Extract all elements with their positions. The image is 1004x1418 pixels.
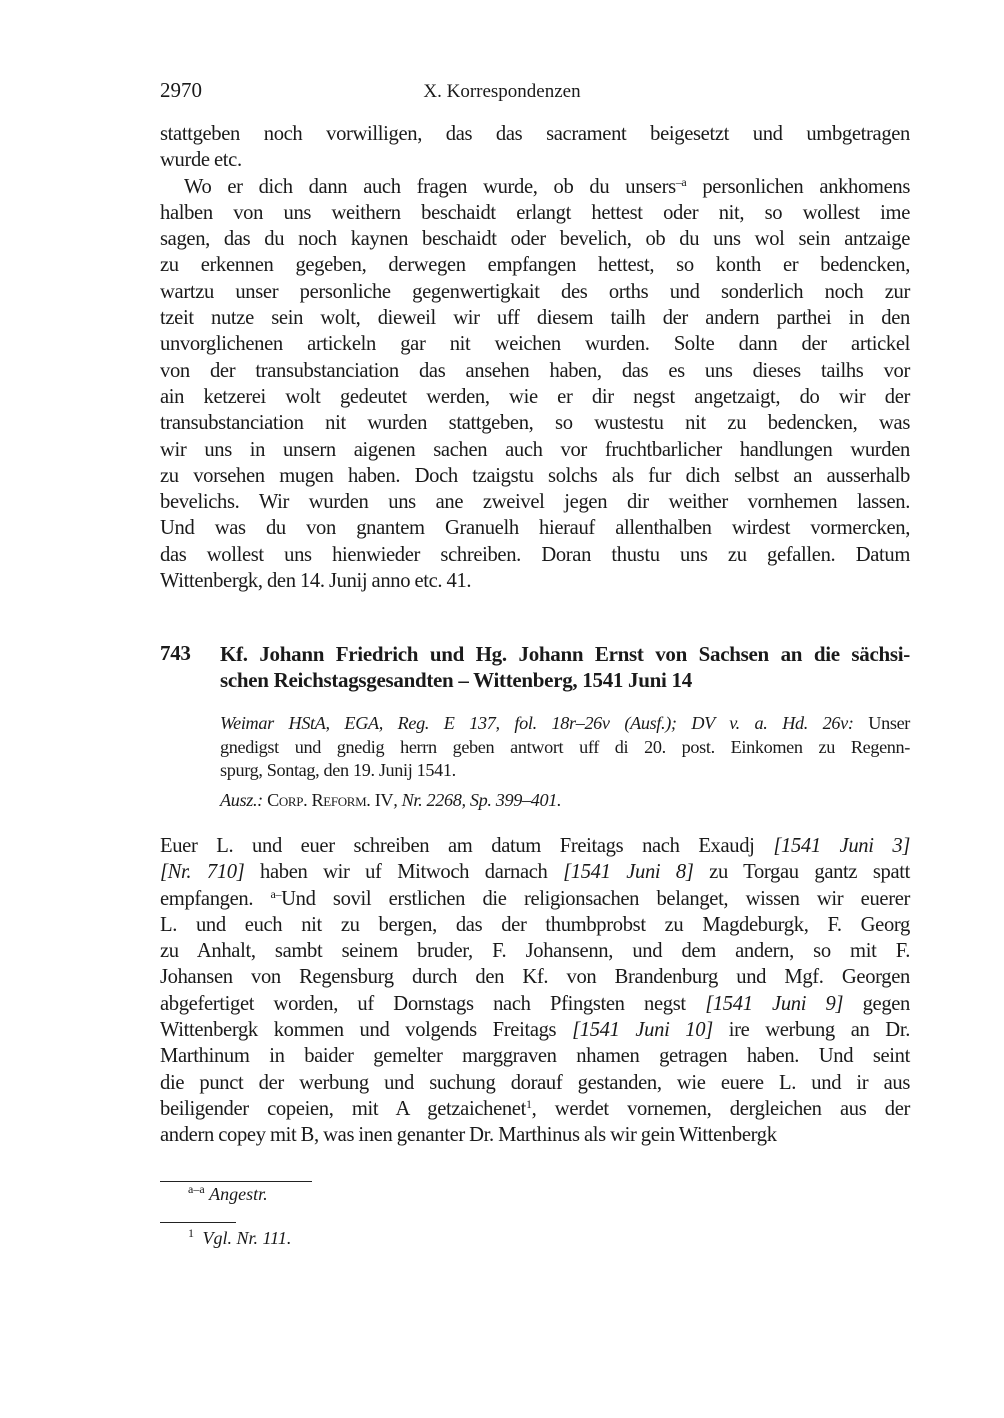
- letter-text: [160, 833, 910, 1149]
- text-segment: andern copey mit B, was inen genanter Dr. Marthinus als wir gein Wittenbergk: [160, 1124, 777, 1147]
- excerpt-note: [220, 789, 910, 813]
- text-segment: Unser: [853, 713, 910, 733]
- text-line: [160, 331, 910, 357]
- text-segment: , werdet vornemen, dergleichen aus der: [531, 1097, 911, 1120]
- text-line: [160, 912, 910, 938]
- text-segment: transubstanciation nit wurden stattgeben, so wustestu nit zu bedencken, was: [160, 412, 910, 435]
- page-number: 2970: [160, 78, 202, 102]
- text-segment: halben von uns weithern beschaidt erlangt hettest oder nit, so wollest ime: [160, 201, 910, 224]
- footnote-numeric: [188, 1228, 291, 1249]
- text-line: [160, 568, 910, 594]
- text-line: [220, 789, 910, 813]
- text-segment: [1541 Juni 3]: [773, 835, 910, 857]
- document-heading: [160, 641, 910, 701]
- text-segment: haben wir uf Mitwoch darnach: [244, 861, 564, 884]
- text-line: [160, 1043, 910, 1069]
- footnote-reference: 1: [525, 1096, 532, 1111]
- document-title-line: schen Reichstagsgesandten – Wittenberg, 1541 Juni 14: [220, 668, 692, 692]
- text-line: [220, 759, 910, 783]
- footnote-text: Angestr.: [209, 1184, 268, 1204]
- footnote-rule: [160, 1222, 236, 1223]
- footnote-mark: 1: [188, 1226, 194, 1240]
- text-line: [220, 712, 910, 736]
- text-segment: [Nr. 710]: [160, 861, 245, 884]
- footnote-reference: a–: [270, 886, 282, 901]
- footnote-text: Vgl. Nr. 111.: [202, 1228, 292, 1248]
- text-line: [160, 463, 910, 489]
- text-line: [160, 542, 910, 568]
- text-segment: personlichen ankhomens: [686, 175, 910, 198]
- text-segment: , Nr. 2268, Sp. 399–401.: [393, 790, 562, 810]
- text-line: [160, 384, 910, 410]
- text-segment: tzeit nutze sein wolt, dieweil wir uff diesem tailh der andern parthei in den: [160, 307, 910, 330]
- text-segment: abgefertiget worden, uf Dornstags nach Pfingsten negst: [160, 992, 706, 1015]
- text-segment: unvorglichenen artickeln gar nit weichen wurden. Solte dann der artickel: [160, 333, 910, 356]
- text-segment: zu Anhalt, sambt seinem bruder, F. Johansenn, und dem andern, so mit F.: [160, 940, 910, 963]
- text-segment: Wo er dich dann auch fragen wurde, ob du unsers: [184, 175, 676, 198]
- text-line: [160, 859, 910, 885]
- text-line: [160, 410, 910, 436]
- text-segment: zu Torgau gantz spatt: [693, 861, 911, 884]
- text-line: [160, 358, 910, 384]
- text-line: [220, 736, 910, 760]
- text-segment: ire werbung an Dr.: [712, 1019, 910, 1042]
- text-line: [160, 964, 910, 990]
- text-line: [160, 1070, 910, 1096]
- text-line: [160, 489, 910, 515]
- footnote-reference: –a: [675, 174, 687, 189]
- text-segment: von der transubstanciation das ansehen haben, das es uns dieses tailhs vor: [160, 359, 910, 382]
- running-title: X. Korrespondenzen: [423, 81, 581, 102]
- text-line: [160, 174, 910, 200]
- text-line: [160, 833, 910, 859]
- text-segment: spurg, Sontag, den 19. Junij 1541.: [220, 760, 456, 781]
- text-segment: Wittenbergk kommen und volgends Freitags: [160, 1019, 573, 1042]
- footnote-letter: [188, 1184, 268, 1205]
- text-segment: Johansen von Regensburg durch den Kf. von Brandenburg und Mgf. Georgen: [160, 966, 910, 989]
- text-line: [160, 200, 910, 226]
- text-segment: Corp. Reform.: [262, 790, 371, 810]
- text-line: [160, 147, 910, 173]
- text-segment: L. und euch nit zu bergen, das der thumbprobst zu Magdeburgk, F. Georg: [160, 913, 910, 936]
- text-segment: gnedigst und gnedig herrn geben antwort uff di 20. post. Einkomen zu Regenn-: [220, 736, 910, 757]
- source-note: [220, 712, 910, 783]
- text-line: [160, 1122, 910, 1148]
- text-segment: die punct der werbung und suchung dorauf gestanden, wie euere L. und ir aus: [160, 1071, 910, 1094]
- text-line: [160, 1096, 910, 1122]
- text-segment: [1541 Juni 9]: [705, 992, 844, 1015]
- text-line: [160, 938, 910, 964]
- text-segment: wurde etc.: [160, 149, 242, 172]
- text-segment: beiligender copeien, mit A getzaichenet: [160, 1097, 526, 1120]
- text-segment: sagen, das du noch kaynen beschaidt oder bevelich, ob du uns wol sein antzaige: [160, 228, 910, 251]
- text-segment: gegen: [843, 992, 910, 1015]
- document-number: 743: [160, 641, 191, 665]
- text-segment: bevelichs. Wir wurden uns ane zweivel jegen dir weither vornhemen lassen.: [160, 491, 910, 514]
- document-title-line: Kf. Johann Friedrich und Hg. Johann Ernst von Sachsen an die sächsi-: [220, 642, 910, 666]
- text-segment: Und was du von gnantem Granuelh hierauf allenthalben wirdest vormercken,: [160, 517, 910, 540]
- text-line: [160, 305, 910, 331]
- text-segment: das wollest uns hienwieder schreiben. Doran thustu uns zu gefallen. Datum: [160, 543, 910, 566]
- text-line: [160, 279, 910, 305]
- text-segment: [1541 Juni 10]: [572, 1019, 713, 1042]
- text-segment: wartzu unser personliche gegenwertigkait des orths und sonderlich noch zur: [160, 280, 910, 303]
- text-line: [160, 226, 910, 252]
- text-segment: ain ketzerei wolt gedeutet werden, wie er dir negst angetzaigt, do wir der: [160, 385, 910, 408]
- text-segment: [1541 Juni 8]: [563, 861, 694, 884]
- text-segment: wir uns in unsern aigenen sachen auch vor fruchtbarlicher handlungen wurden: [160, 438, 910, 461]
- footnote-mark: a–a: [188, 1182, 205, 1196]
- text-segment: zu erkennen gegeben, derwegen empfangen hettest, so konth er bedencken,: [160, 254, 910, 277]
- text-segment: Weimar HStA, EGA, Reg. E 137, fol. 18r–26v (Ausf.); DV v. a. Hd. 26v:: [220, 713, 854, 733]
- letter-text-continued: [160, 121, 910, 594]
- text-segment: Marthinum in baider gemelter marggraven nhamen getragen haben. Und seint: [160, 1045, 910, 1068]
- text-segment: zu vorsehen mugen haben. Doch tzaigstu solchs als fur dich selbst an ausserhalb: [160, 464, 910, 487]
- text-line: [160, 991, 910, 1017]
- text-segment: empfangen.: [160, 887, 271, 910]
- text-line: [160, 515, 910, 541]
- text-line: [160, 437, 910, 463]
- text-segment: Wittenbergk, den 14. Junij anno etc. 41.: [160, 570, 472, 593]
- text-segment: Euer L. und euer schreiben am datum Freitags nach Exaudj: [160, 835, 774, 857]
- text-line: [160, 1017, 910, 1043]
- text-segment: IV: [370, 790, 394, 810]
- text-segment: Und sovil erstlichen die religionsachen belanget, wissen wir euerer: [281, 887, 910, 910]
- text-segment: stattgeben noch vorwilligen, das das sacrament beigesetzt und umbgetragen: [160, 123, 910, 145]
- text-line: [160, 886, 910, 912]
- footnote-rule: [160, 1181, 312, 1182]
- text-line: [160, 252, 910, 278]
- text-line: [160, 121, 910, 147]
- text-segment: Ausz.:: [220, 790, 263, 810]
